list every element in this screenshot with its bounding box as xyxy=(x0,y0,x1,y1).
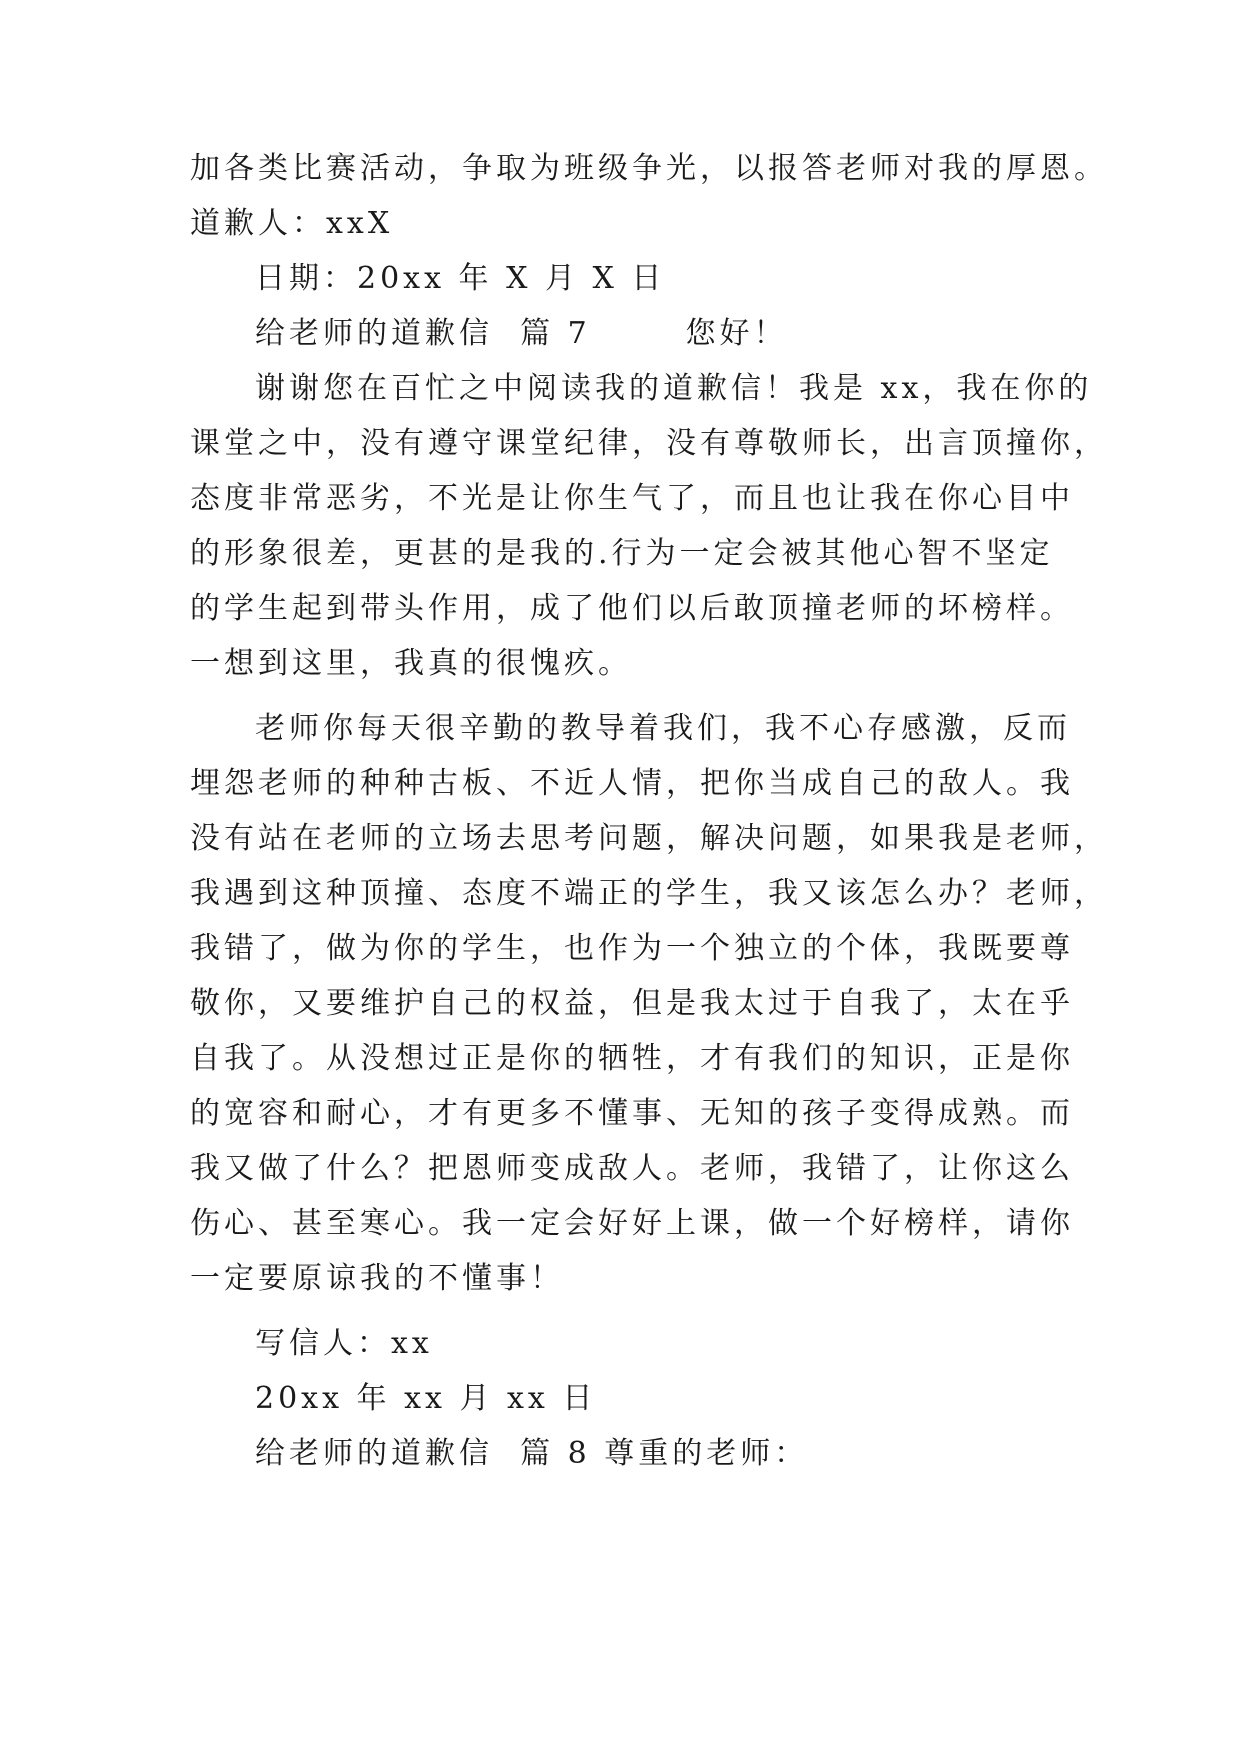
text-line: 一想到这里，我真的很愧疚。 xyxy=(190,646,632,681)
signature-line: 写信人：xx xyxy=(255,1326,433,1361)
text-line: 我遇到这种顶撞、态度不端正的学生，我又该怎么办？老师， xyxy=(190,876,1108,911)
text-line: 课堂之中，没有遵守课堂纪律，没有尊敬师长，出言顶撞你， xyxy=(190,426,1108,461)
text-line: 自我了。从没想过正是你的牺牲，才有我们的知识，正是你 xyxy=(190,1041,1074,1076)
section-heading: 给老师的道歉信 篇 8 尊重的老师： xyxy=(255,1436,809,1471)
text-line: 我又做了什么？把恩师变成敌人。老师，我错了，让你这么 xyxy=(190,1151,1074,1186)
date-line: 日期：20xx 年 X 月 X 日 xyxy=(255,261,666,296)
date-line: 20xx 年 xx 月 xx 日 xyxy=(255,1381,597,1416)
text-line: 伤心、甚至寒心。我一定会好好上课，做一个好榜样，请你 xyxy=(190,1206,1074,1241)
text-line: 加各类比赛活动，争取为班级争光，以报答老师对我的厚恩。 xyxy=(190,151,1108,186)
text-line: 没有站在老师的立场去思考问题，解决问题，如果我是老师， xyxy=(190,821,1108,856)
text-line: 的学生起到带头作用，成了他们以后敢顶撞老师的坏榜样。 xyxy=(190,591,1074,626)
text-line: 一定要原谅我的不懂事！ xyxy=(190,1261,564,1296)
text-line: 的形象很差，更甚的是我的.行为一定会被其他心智不坚定 xyxy=(190,536,1054,571)
text-line: 我错了，做为你的学生，也作为一个独立的个体，我既要尊 xyxy=(190,931,1074,966)
text-line: 谢谢您在百忙之中阅读我的道歉信！我是 xx，我在你的 xyxy=(255,371,1093,406)
text-line: 老师你每天很辛勤的教导着我们，我不心存感激，反而 xyxy=(255,711,1071,746)
section-heading: 给老师的道歉信 篇 7 您好！ xyxy=(255,316,788,351)
signature-line: 道歉人：xxX xyxy=(190,206,394,241)
text-line: 的宽容和耐心，才有更多不懂事、无知的孩子变得成熟。而 xyxy=(190,1096,1074,1131)
text-line: 态度非常恶劣，不光是让你生气了，而且也让我在你心目中 xyxy=(190,481,1074,516)
text-line: 埋怨老师的种种古板、不近人情，把你当成自己的敌人。我 xyxy=(190,766,1074,801)
text-line: 敬你，又要维护自己的权益，但是我太过于自我了，太在乎 xyxy=(190,986,1074,1021)
